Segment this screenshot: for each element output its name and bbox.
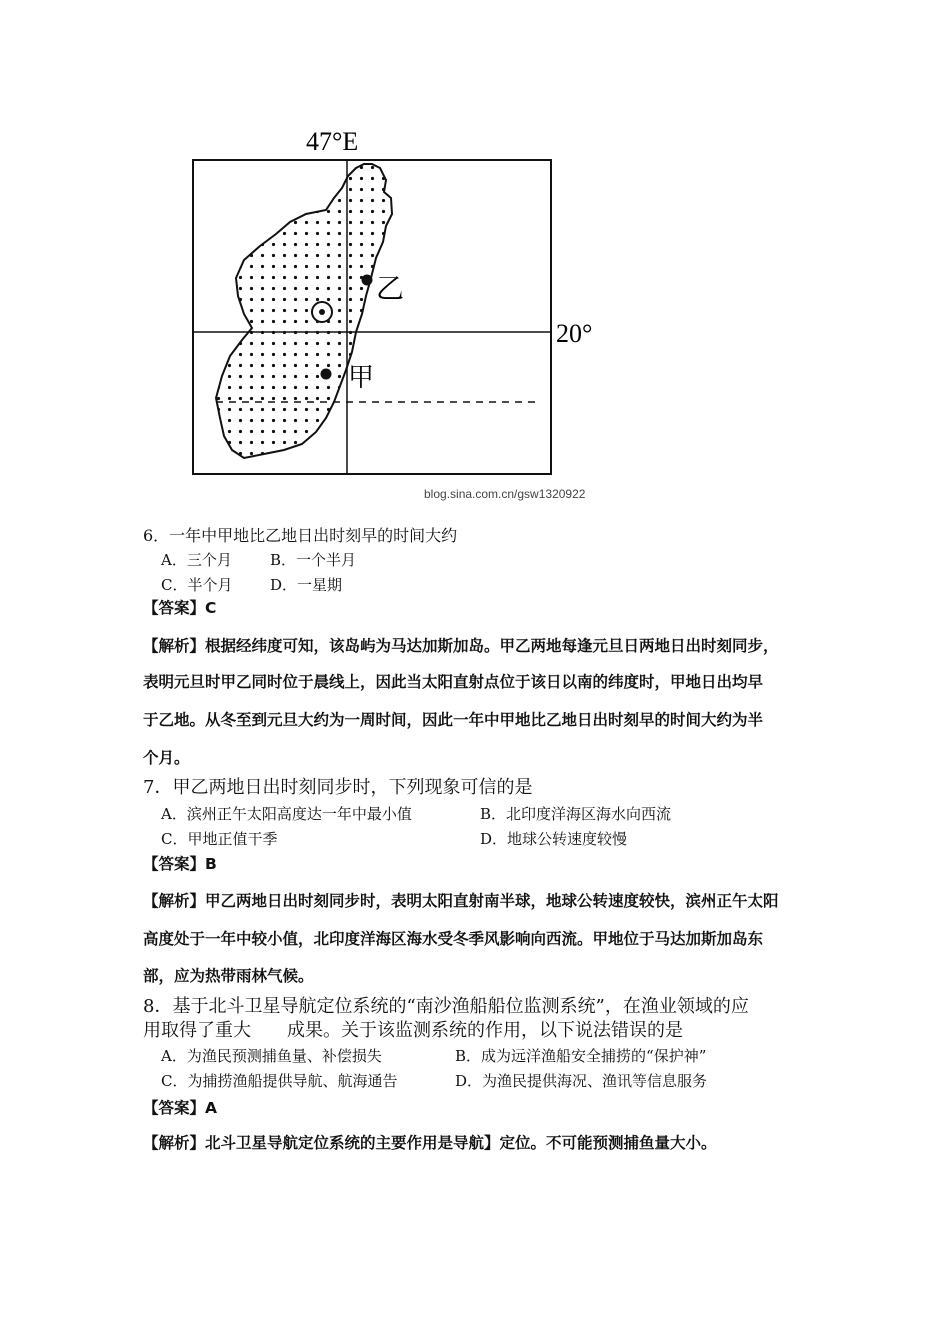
point-b-label: 乙: [376, 272, 405, 305]
q7-stem: 7．甲乙两地日出时刻同步时，下列现象可信的是: [143, 777, 533, 798]
q7-answer: 【答案】B: [143, 855, 217, 873]
q7-option-d: D．地球公转速度较慢: [480, 830, 628, 848]
q8-option-b: B．成为远洋渔船安全捕捞的“保护神”: [455, 1047, 707, 1065]
q8-option-c: C．为捕捞渔船提供导航、航海通告: [161, 1072, 398, 1090]
q8-explanation-line-1: 【解析】北斗卫星导航定位系统的主要作用是导航】定位。不可能预测捕鱼量大小。: [143, 1134, 717, 1152]
q6-option-c: C．半个月: [161, 576, 233, 594]
capital-dot: [319, 309, 325, 315]
q7-explanation-line-3: 部，应为热带雨林气候。: [143, 967, 314, 985]
q6-explanation-line-4: 个月。: [143, 749, 190, 767]
point-a-marker: [321, 369, 332, 380]
q6-explanation-line-3: 于乙地。从冬至到元旦大约为一周时间，因此一年中甲地比乙地日出时刻早的时间大约为半: [143, 711, 764, 729]
q8-option-d: D．为渔民提供海况、渔讯等信息服务: [455, 1072, 708, 1090]
q6-explanation-line-1: 【解析】根据经纬度可知，该岛屿为马达加斯加岛。甲乙两地每逢元旦日两地日出时刻同步，: [143, 637, 779, 655]
q8-stem-line-2: 用取得了重大 成果。关于该监测系统的作用，以下说法错误的是: [143, 1020, 683, 1041]
q8-answer: 【答案】A: [143, 1099, 217, 1117]
point-b-marker: [362, 275, 373, 286]
q6-stem: 6．一年中甲地比乙地日出时刻早的时间大约: [143, 526, 458, 545]
latitude-label: 20°: [556, 319, 593, 348]
q7-explanation-line-2: 高度处于一年中较小值，北印度洋海区海水受冬季风影响向西流。甲地位于马达加斯加岛东: [143, 930, 764, 948]
q7-explanation-line-1: 【解析】甲乙两地日出时刻同步时，表明太阳直射南半球，地球公转速度较快，滨州正午太阳: [143, 892, 779, 910]
q8-stem-line-1: 8．基于北斗卫星导航定位系统的“南沙渔船船位监测系统”，在渔业领域的应: [143, 996, 749, 1017]
q6-explanation-line-2: 表明元旦时甲乙同时位于晨线上，因此当太阳直射点位于该日以南的纬度时，甲地日出均早: [143, 673, 764, 691]
madagascar-map-figure: [180, 118, 620, 508]
q6-option-b: B．一个半月: [270, 551, 357, 569]
longitude-label: 47°E: [306, 127, 359, 156]
q7-option-a: A．滨州正午太阳高度达一年中最小值: [161, 805, 412, 823]
watermark: blog.sina.com.cn/gsw1320922: [424, 487, 586, 501]
point-a-label: 甲: [348, 363, 375, 393]
q7-option-c: C．甲地正值干季: [161, 830, 278, 848]
q6-option-a: A．三个月: [161, 551, 232, 569]
madagascar-island: [216, 164, 392, 458]
q6-answer: 【答案】C: [143, 599, 217, 617]
q6-option-d: D．一星期: [270, 576, 343, 594]
q8-option-a: A．为渔民预测捕鱼量、补偿损失: [161, 1047, 382, 1065]
map-svg: [180, 118, 620, 508]
q7-option-b: B．北印度洋海区海水向西流: [480, 805, 672, 823]
